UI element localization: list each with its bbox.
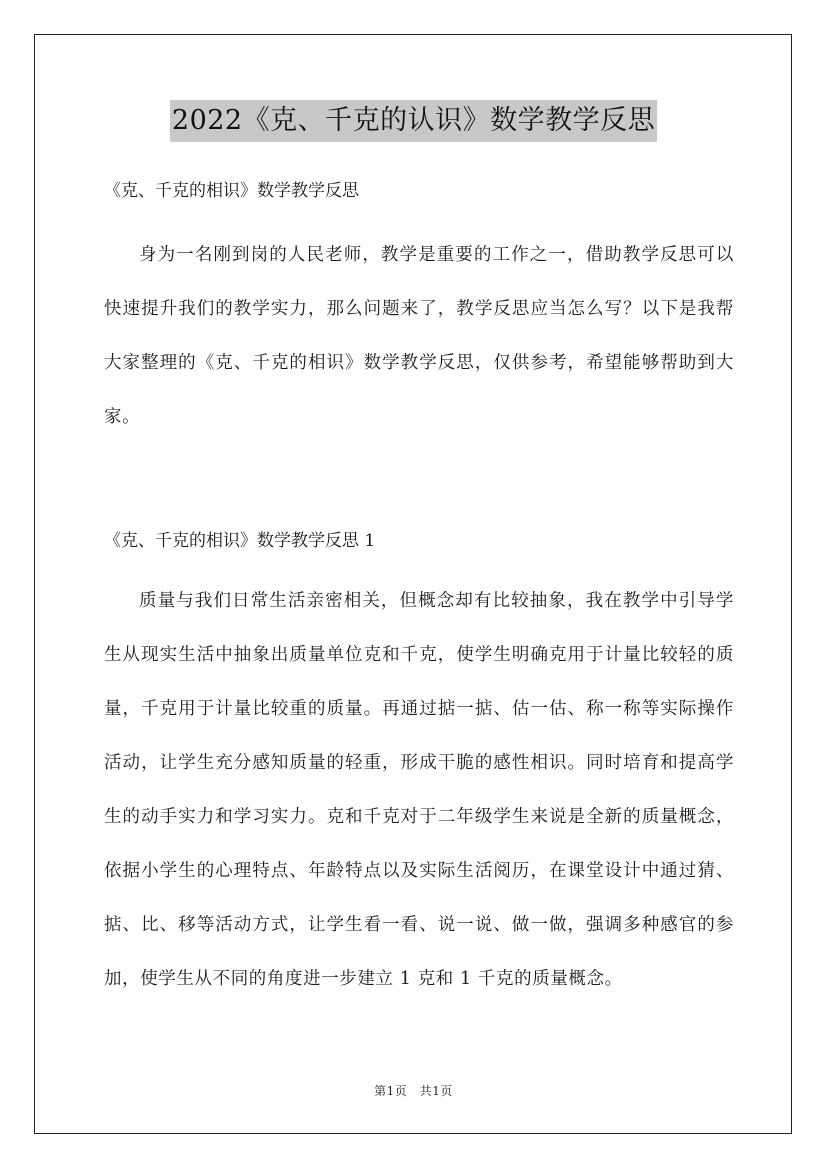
section-heading-intro: 《克、千克的相识》数学教学反思 [104, 181, 359, 201]
section-heading-1: 《克、千克的相识》数学教学反思 1 [104, 531, 376, 551]
reflection-paragraph-1: 质量与我们日常生活亲密相关，但概念却有比较抽象，我在教学中引导学生从现实生活中抽象出质量单位克和千克，使学生明确克用于计量比较轻的质量，千克用于计量比较重的质量。再通过掂一掂、估一估、称一称等实际操作活动，让学生充分感知质量的轻重，形成干脆的感性相识。同时培育和提高学生的动手实力和学习实力。克和千克对于二年级学生来说是全新的质量概念，依据小学生的心理特点、年龄特点以及实际生活阅历，在课堂设计中通过猜、掂、比、移等活动方式，让学生看一看、说一说、做一做，强调多种感官的参加，使学生从不同的角度进一步建立 1 克和 1 千克的质量概念。 [104, 591, 734, 989]
page-footer [0, 1082, 827, 1099]
document-body [104, 174, 734, 1006]
page-number: 第1页 共1页 [374, 1084, 453, 1098]
intro-paragraph: 身为一名刚到岗的人民老师，教学是重要的工作之一，借助教学反思可以快速提升我们的教学实力，那么问题来了，教学反思应当怎么写？以下是我帮大家整理的《克、千克的相识》数学教学反思，仅供参考，希望能够帮助到大家。 [104, 245, 734, 427]
title-container [0, 100, 827, 142]
document-title: 2022《克、千克的认识》数学教学反思 [170, 100, 657, 142]
